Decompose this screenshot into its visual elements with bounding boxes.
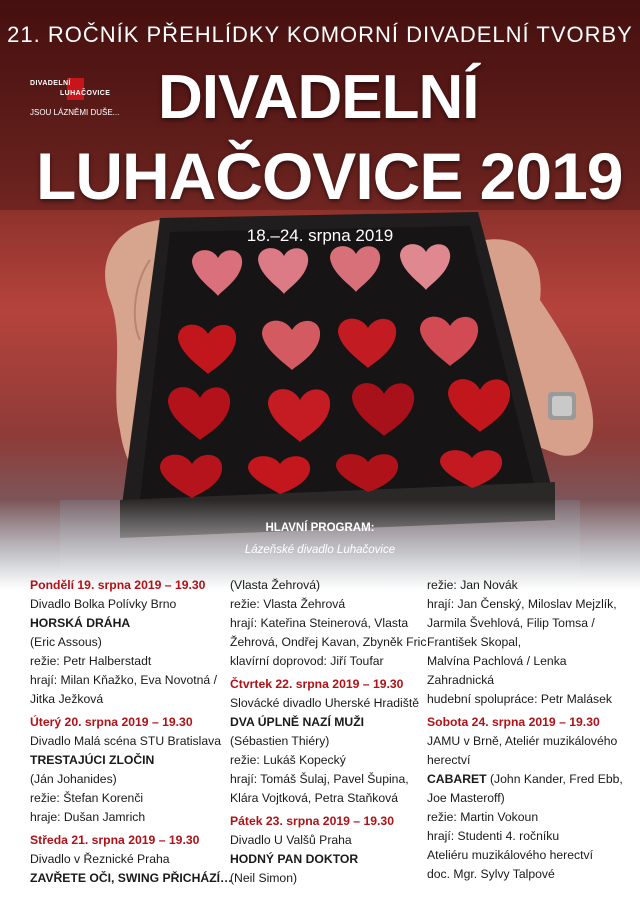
program-line: Žehrová, Ondřej Kavan, Zbyněk Fric (230, 635, 427, 649)
program-heading: HLAVNÍ PROGRAM: (265, 522, 375, 534)
program-line: režie: Jan Novák (427, 578, 518, 592)
program-column-1 (30, 576, 235, 888)
program-line: CABARET (John Kander, Fred Ebb, (427, 772, 623, 786)
program-line: hrají: Jan Čenský, Miloslav Mejzlík, (427, 597, 617, 611)
program-column-3 (427, 576, 632, 884)
program-play-title: ZAVŘETE OČI, SWING PŘICHÁZÍ… (30, 871, 233, 885)
program-line: Divadlo U Valšů Praha (230, 833, 352, 847)
logo-line-1: DIVADELNÍ (30, 80, 71, 87)
program-line: hrají: Tomáš Šulaj, Pavel Šupina, (230, 772, 409, 786)
program-venue: Lázeňské divadlo Luhačovice (244, 544, 396, 556)
program-line: režie: Martin Vokoun (427, 810, 539, 824)
program-line: Divadlo Bolka Polívky Brno (30, 597, 177, 611)
program-line: Ateliéru muzikálového herectví (427, 848, 593, 862)
program-line: hrají: Studenti 4. ročníku (427, 829, 560, 843)
program-line: hudební spolupráce: Petr Malásek (427, 692, 612, 706)
main-title-line-1: DIVADELNÍ (158, 63, 479, 132)
program-column-2 (230, 576, 435, 888)
program-line: herectví (427, 753, 471, 767)
program-line: (Eric Assous) (30, 635, 102, 649)
logo-line-2: LUHAČOVICE (60, 90, 111, 97)
festival-subtitle: 21. ROČNÍK PŘEHLÍDKY KOMORNÍ DIVADELNÍ TVORBY (7, 22, 633, 47)
logo-tagline: JSOU LÁZNĚMI DUŠE... (30, 108, 120, 117)
program-line: Jarmila Švehlová, Filip Tomsa / (427, 616, 595, 630)
main-title-line-2: LUHAČOVICE 2019 (36, 139, 623, 213)
program-line: klavírní doprovod: Jiří Toufar (230, 654, 384, 668)
program-line: Klára Vojtková, Petra Staňková (230, 791, 399, 805)
program-line: (Ján Johanides) (30, 772, 117, 786)
program-day-heading: Úterý 20. srpna 2019 – 19.30 (30, 715, 193, 729)
program-line: František Skopal, (427, 635, 522, 649)
program-line: režie: Vlasta Žehrová (230, 597, 346, 611)
program-play-title: DVA ÚPLNĚ NAZÍ MUŽI (230, 715, 365, 729)
program-line: Zahradnická (427, 673, 495, 687)
program-line: (Vlasta Žehrová) (230, 578, 321, 592)
program-line: doc. Mgr. Sylvy Talpové (427, 867, 555, 881)
festival-dates: 18.–24. srpna 2019 (246, 226, 394, 245)
program-line: hrají: Milan Kňažko, Eva Novotná / (30, 673, 217, 687)
program-play-title: TRESTAJÚCI ZLOČIN (30, 753, 155, 767)
program-play-title: HORSKÁ DRÁHA (30, 616, 131, 630)
program-line: režie: Štefan Korenči (30, 791, 144, 805)
program-line: Divadlo Malá scéna STU Bratislava (30, 734, 222, 748)
program-line: hrají: Kateřina Steinerová, Vlasta (230, 616, 409, 630)
festival-logo (30, 78, 140, 120)
program-day-heading: Středa 21. srpna 2019 – 19.30 (30, 833, 200, 847)
program-line: (Sébastien Thiéry) (230, 734, 330, 748)
program-line: režie: Petr Halberstadt (30, 654, 152, 668)
program-line: Slovácké divadlo Uherské Hradiště (230, 696, 419, 710)
program-day-heading: Pondělí 19. srpna 2019 – 19.30 (30, 578, 206, 592)
program-line: JAMU v Brně, Ateliér muzikálového (427, 734, 618, 748)
program-line: Malvína Pachlová / Lenka (427, 654, 567, 668)
program-day-heading: Sobota 24. srpna 2019 – 19.30 (427, 715, 600, 729)
program-line: Joe Masteroff) (427, 791, 505, 805)
program-day-heading: Pátek 23. srpna 2019 – 19.30 (230, 814, 394, 828)
program-line: (Neil Simon) (230, 871, 298, 885)
program-line: hraje: Dušan Jamrich (30, 810, 146, 824)
program-line: Jitka Ježková (30, 692, 104, 706)
program-day-heading: Čtvrtek 22. srpna 2019 – 19.30 (230, 677, 404, 691)
program-line: režie: Lukáš Kopecký (230, 753, 346, 767)
program-line: Divadlo v Řeznické Praha (30, 852, 170, 866)
program-play-title: HODNÝ PAN DOKTOR (230, 852, 359, 866)
